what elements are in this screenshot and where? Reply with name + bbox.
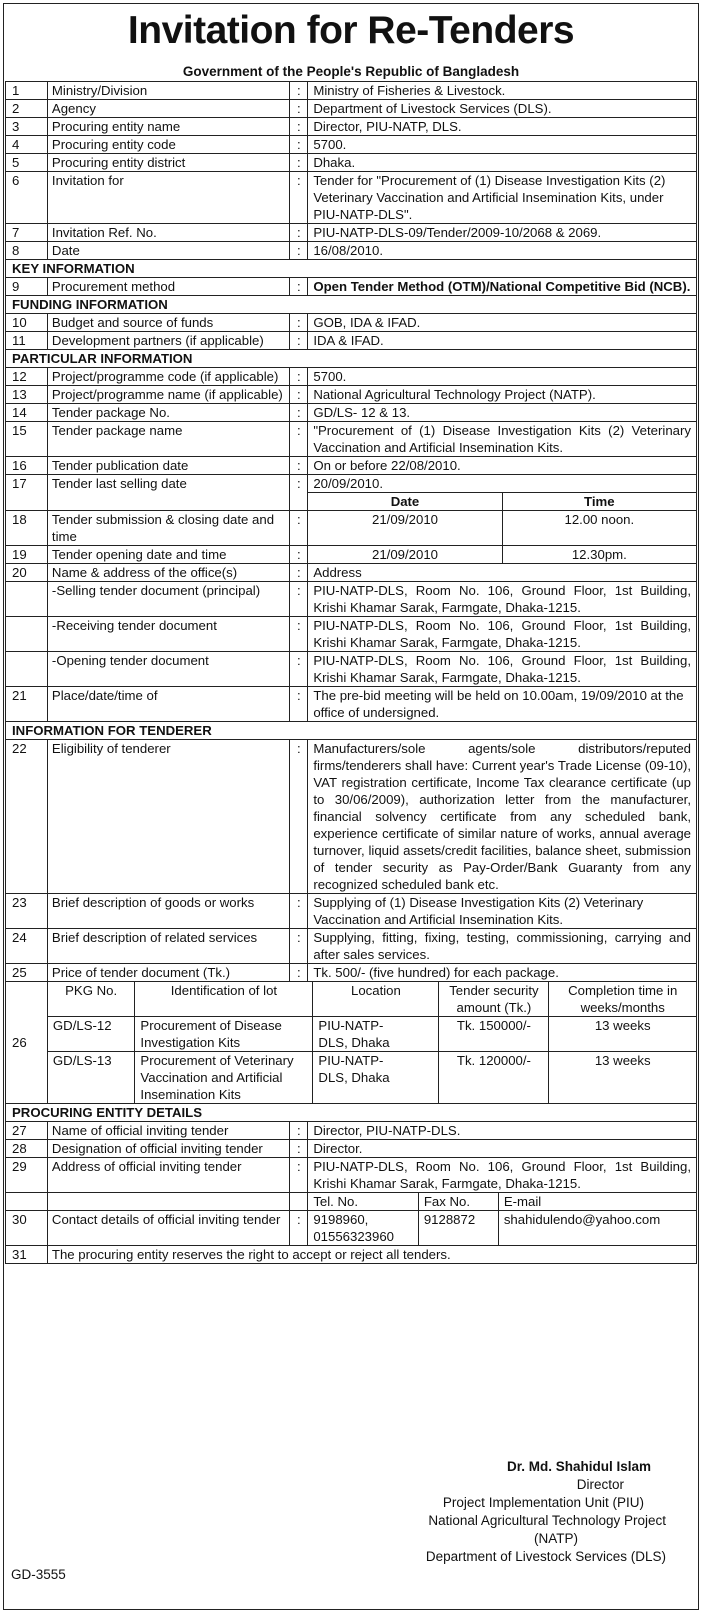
row-label: Tender submission & closing date and time: [47, 511, 289, 546]
colon: :: [290, 314, 308, 332]
colon: :: [290, 894, 308, 929]
table-row: [6, 564, 697, 582]
pkg-header: Location: [313, 982, 439, 1017]
time-header: Time: [502, 493, 696, 511]
subtitle: Government of the People's Republic of Bangladesh: [182, 64, 520, 79]
row-value: Director.: [308, 1140, 697, 1158]
colon: :: [290, 929, 308, 964]
colon: :: [290, 964, 308, 982]
row-number: 31: [6, 1246, 48, 1264]
colon: :: [290, 564, 308, 582]
lot-location: PIU-NATP-DLS, Dhaka: [313, 1017, 439, 1052]
reservation-statement: The procuring entity reserves the right to accept or reject all tenders.: [47, 1246, 696, 1264]
table-row: [6, 278, 697, 296]
lot-identification: Procurement of Disease Investigation Kits: [135, 1017, 313, 1052]
colon: :: [290, 582, 308, 617]
row-label: Invitation for: [47, 172, 289, 224]
completion-time: 13 weeks: [549, 1052, 696, 1104]
row-number: 29: [6, 1158, 48, 1193]
row-value: Director, PIU-NATP, DLS.: [308, 118, 697, 136]
row-label: Price of tender document (Tk.): [47, 964, 289, 982]
colon: :: [290, 136, 308, 154]
pkg-header: PKG No.: [65, 983, 118, 998]
section-funding-information: FUNDING INFORMATION: [6, 296, 697, 314]
page-title: Invitation for Re-Tenders: [127, 9, 575, 52]
row-value: PIU-NATP-DLS-09/Tender/2009-10/2068 & 2069.: [308, 224, 697, 242]
colon: :: [290, 404, 308, 422]
table-row: [6, 1211, 697, 1246]
table-row: [6, 154, 697, 172]
table-row: [6, 100, 697, 118]
row-label: Designation of official inviting tender: [47, 1140, 289, 1158]
table-row: [6, 511, 697, 546]
row-label: Project/programme code (if applicable): [47, 368, 289, 386]
office-label: -Opening tender document: [47, 652, 289, 687]
table-row: [6, 422, 697, 457]
table-row: [6, 894, 697, 929]
row-number: 30: [6, 1211, 48, 1246]
gd-number: GD-3555: [11, 1567, 66, 1582]
row-number: 19: [6, 546, 48, 564]
email-header: E-mail: [498, 1193, 696, 1210]
row-number: 8: [6, 242, 48, 260]
email-value[interactable]: shahidulendo@yahoo.com: [498, 1211, 696, 1245]
row-value: GOB, IDA & IFAD.: [308, 314, 697, 332]
row-label: Address of official inviting tender: [47, 1158, 289, 1193]
row-value: Dhaka.: [308, 154, 697, 172]
signatory-designation: Director: [576, 1477, 624, 1492]
table-row: [6, 1140, 697, 1158]
colon: :: [290, 118, 308, 136]
table-row: [6, 386, 697, 404]
row-label: Contact details of official inviting tender: [47, 1211, 289, 1246]
row-label: Budget and source of funds: [47, 314, 289, 332]
colon: :: [290, 511, 308, 546]
row-value: 16/08/2010.: [308, 242, 697, 260]
row-value: National Agricultural Technology Project (NATP).: [308, 386, 697, 404]
colon: :: [290, 172, 308, 224]
table-row: [6, 546, 697, 564]
table-row: [6, 368, 697, 386]
office-address: PIU-NATP-DLS, Room No. 106, Ground Floor, 1st Building, Krishi Khamar Sarak, Farmgate, Dhaka-1215.: [308, 652, 697, 687]
table-row: [6, 136, 697, 154]
row-number: 27: [6, 1122, 48, 1140]
table-row: [6, 740, 697, 894]
signatory-project: National Agricultural Technology Project: [428, 1513, 666, 1528]
row-number: 20: [6, 564, 48, 582]
table-row: [6, 82, 697, 100]
table-row: [6, 475, 697, 511]
row-value: Director, PIU-NATP-DLS.: [308, 1122, 697, 1140]
section-procuring-entity-details: PROCURING ENTITY DETAILS: [6, 1104, 697, 1122]
procurement-method-value: Open Tender Method (OTM)/National Competitive Bid (NCB).: [308, 278, 697, 296]
row-number: 11: [6, 332, 48, 350]
opening-time: 12.30pm.: [502, 546, 696, 563]
pkg-no: GD/LS-12: [48, 1017, 135, 1052]
row-value: 5700.: [308, 368, 697, 386]
row-value: Supplying of (1) Disease Investigation Kits (2) Veterinary Vaccination and Artificial Insemination Kits.: [308, 894, 697, 929]
row-number: 9: [6, 278, 48, 296]
date-header: Date: [390, 494, 420, 509]
row-number: 28: [6, 1140, 48, 1158]
row-label: Name & address of the office(s): [47, 564, 289, 582]
table-row: [6, 1158, 697, 1193]
colon: :: [290, 82, 308, 100]
row-label: Brief description of goods or works: [47, 894, 289, 929]
row-label: Place/date/time of: [47, 687, 289, 722]
office-label: -Selling tender document (principal): [47, 582, 289, 617]
fax-value: 9128872: [418, 1211, 498, 1245]
row-number: 21: [6, 687, 48, 722]
row-value: Supplying, fitting, fixing, testing, commissioning, carrying and after sales services.: [308, 929, 697, 964]
row-value: GD/LS- 12 & 13.: [308, 404, 697, 422]
row-label: Tender package No.: [47, 404, 289, 422]
row-number: 7: [6, 224, 48, 242]
row-label: Project/programme name (if applicable): [47, 386, 289, 404]
colon: :: [290, 242, 308, 260]
row-label: Procurement method: [47, 278, 289, 296]
signatory-department: Department of Livestock Services (DLS): [425, 1549, 666, 1564]
table-row: [6, 617, 697, 652]
table-row: [6, 1122, 697, 1140]
section-particular-information: PARTICULAR INFORMATION: [6, 350, 697, 368]
row-number: 1: [6, 82, 48, 100]
security-amount: Tk. 150000/-: [439, 1017, 549, 1052]
office-address: PIU-NATP-DLS, Room No. 106, Ground Floor, 1st Building, Krishi Khamar Sarak, Farmgate, Dhaka-1215.: [308, 582, 697, 617]
row-number: 4: [6, 136, 48, 154]
row-label: Development partners (if applicable): [47, 332, 289, 350]
completion-time: 13 weeks: [549, 1017, 696, 1052]
row-number: 16: [6, 457, 48, 475]
tel-value: 9198960, 01556323960: [313, 1212, 395, 1244]
colon: :: [290, 332, 308, 350]
row-label: Agency: [47, 100, 289, 118]
row-number: 22: [6, 740, 48, 894]
row-number: 10: [6, 314, 48, 332]
colon: :: [290, 1140, 308, 1158]
tel-header: Tel. No.: [313, 1194, 359, 1209]
row-label: Procuring entity code: [47, 136, 289, 154]
signature-block: [366, 1458, 666, 1566]
row-number: 17: [6, 475, 48, 511]
row-label: Procuring entity district: [47, 154, 289, 172]
row-value: Ministry of Fisheries & Livestock.: [308, 82, 697, 100]
colon: :: [290, 422, 308, 457]
lot-location: PIU-NATP-DLS, Dhaka: [313, 1052, 439, 1104]
row-label: Tender publication date: [47, 457, 289, 475]
colon: :: [290, 154, 308, 172]
row-number: 26: [6, 982, 48, 1104]
row-number: 23: [6, 894, 48, 929]
pkg-no: GD/LS-13: [48, 1052, 135, 1104]
table-row: [6, 314, 697, 332]
colon: :: [290, 224, 308, 242]
eligibility-value: Manufacturers/sole agents/sole distributors/reputed firms/tenderers shall have: Current year's Trade License (09-10), VAT registration certificate, Income Tax clearance certificate (up to 30/06/2009), authorization letter from the manufacturer, financial solvency certificate from any scheduled bank, experience certificate of similar nature of works, annual average turnover, liquid assets/credit facilities, balance sheet, submission of tender security as Pay-Order/Bank Guaranty from any recognized scheduled bank etc.: [308, 740, 697, 894]
row-number: 2: [6, 100, 48, 118]
table-row: [6, 652, 697, 687]
row-value: The pre-bid meeting will be held on 10.00am, 19/09/2010 at the office of undersigned.: [308, 687, 697, 722]
row-value: Tk. 500/- (five hundred) for each package.: [308, 964, 697, 982]
pkg-header: Completion time in weeks/months: [549, 982, 696, 1017]
lot-identification: Procurement of Veterinary Vaccination and Artificial Insemination Kits: [135, 1052, 313, 1104]
signatory-unit: Project Implementation Unit (PIU): [442, 1495, 644, 1510]
pkg-header: Tender security amount (Tk.): [439, 982, 549, 1017]
row-label: Brief description of related services: [47, 929, 289, 964]
table-row: [6, 118, 697, 136]
row-value: Department of Livestock Services (DLS).: [308, 100, 697, 118]
security-amount: Tk. 120000/-: [439, 1052, 549, 1104]
table-row: [6, 582, 697, 617]
row-value: Tender for "Procurement of (1) Disease Investigation Kits (2) Veterinary Vaccination and Artificial Insemination Kits, under PIU-NATP-DLS".: [308, 172, 697, 224]
package-table: [48, 982, 696, 1103]
colon: :: [290, 546, 308, 564]
table-row: [6, 982, 697, 1104]
colon: :: [290, 687, 308, 722]
row-number: 14: [6, 404, 48, 422]
row-value: PIU-NATP-DLS, Room No. 106, Ground Floor, 1st Building, Krishi Khamar Sarak, Farmgate, Dhaka-1215.: [308, 1158, 697, 1193]
colon: :: [290, 617, 308, 652]
row-label: Date: [47, 242, 289, 260]
table-row: [6, 224, 697, 242]
office-address: PIU-NATP-DLS, Room No. 106, Ground Floor, 1st Building, Krishi Khamar Sarak, Farmgate, Dhaka-1215.: [308, 617, 697, 652]
table-row: [6, 242, 697, 260]
colon: :: [290, 278, 308, 296]
table-row: [6, 929, 697, 964]
fax-header: Fax No.: [418, 1193, 498, 1210]
row-number: 3: [6, 118, 48, 136]
row-number: 5: [6, 154, 48, 172]
signatory-project-abbr: (NATP): [534, 1531, 578, 1546]
row-label: Name of official inviting tender: [47, 1122, 289, 1140]
row-value: 5700.: [308, 136, 697, 154]
table-row: [6, 1193, 697, 1211]
signatory-name: Dr. Md. Shahidul Islam: [506, 1459, 651, 1474]
colon: :: [290, 740, 308, 894]
closing-time: 12.00 noon.: [502, 511, 696, 545]
section-information-for-tenderer: INFORMATION FOR TENDERER: [6, 722, 697, 740]
row-label: Tender last selling date: [47, 475, 289, 511]
row-number: 15: [6, 422, 48, 457]
row-label: Tender package name: [47, 422, 289, 457]
colon: :: [290, 386, 308, 404]
row-number: 18: [6, 511, 48, 546]
row-label: Procuring entity name: [47, 118, 289, 136]
row-value: "Procurement of (1) Disease Investigation Kits (2) Veterinary Vaccination and Artificial Insemination Kits.: [308, 422, 697, 457]
table-row: [6, 964, 697, 982]
row-number: 24: [6, 929, 48, 964]
office-label: -Receiving tender document: [47, 617, 289, 652]
table-row: [6, 687, 697, 722]
row-value: 20/09/2010.: [313, 476, 383, 491]
colon: :: [290, 457, 308, 475]
colon: :: [290, 475, 308, 511]
section-key-information: KEY INFORMATION: [6, 260, 697, 278]
table-row: [6, 332, 697, 350]
row-value: On or before 22/08/2010.: [308, 457, 697, 475]
table-row: [6, 172, 697, 224]
closing-date: 21/09/2010: [371, 512, 438, 527]
row-number: 25: [6, 964, 48, 982]
opening-date: 21/09/2010: [371, 547, 438, 562]
row-label: Tender opening date and time: [47, 546, 289, 564]
table-row: [6, 457, 697, 475]
table-row: [6, 1246, 697, 1264]
colon: :: [290, 1122, 308, 1140]
row-value: Address: [308, 564, 697, 582]
row-label: Invitation Ref. No.: [47, 224, 289, 242]
row-number: 12: [6, 368, 48, 386]
colon: :: [290, 652, 308, 687]
row-value: IDA & IFAD.: [308, 332, 697, 350]
colon: :: [290, 100, 308, 118]
colon: :: [290, 368, 308, 386]
colon: :: [290, 1158, 308, 1193]
colon: :: [290, 1211, 308, 1246]
row-number: 13: [6, 386, 48, 404]
row-label: Eligibility of tenderer: [47, 740, 289, 894]
row-label: Ministry/Division: [47, 82, 289, 100]
pkg-header: Identification of lot: [135, 982, 313, 1017]
row-number: 6: [6, 172, 48, 224]
table-row: [6, 404, 697, 422]
tender-table: [5, 81, 697, 1264]
